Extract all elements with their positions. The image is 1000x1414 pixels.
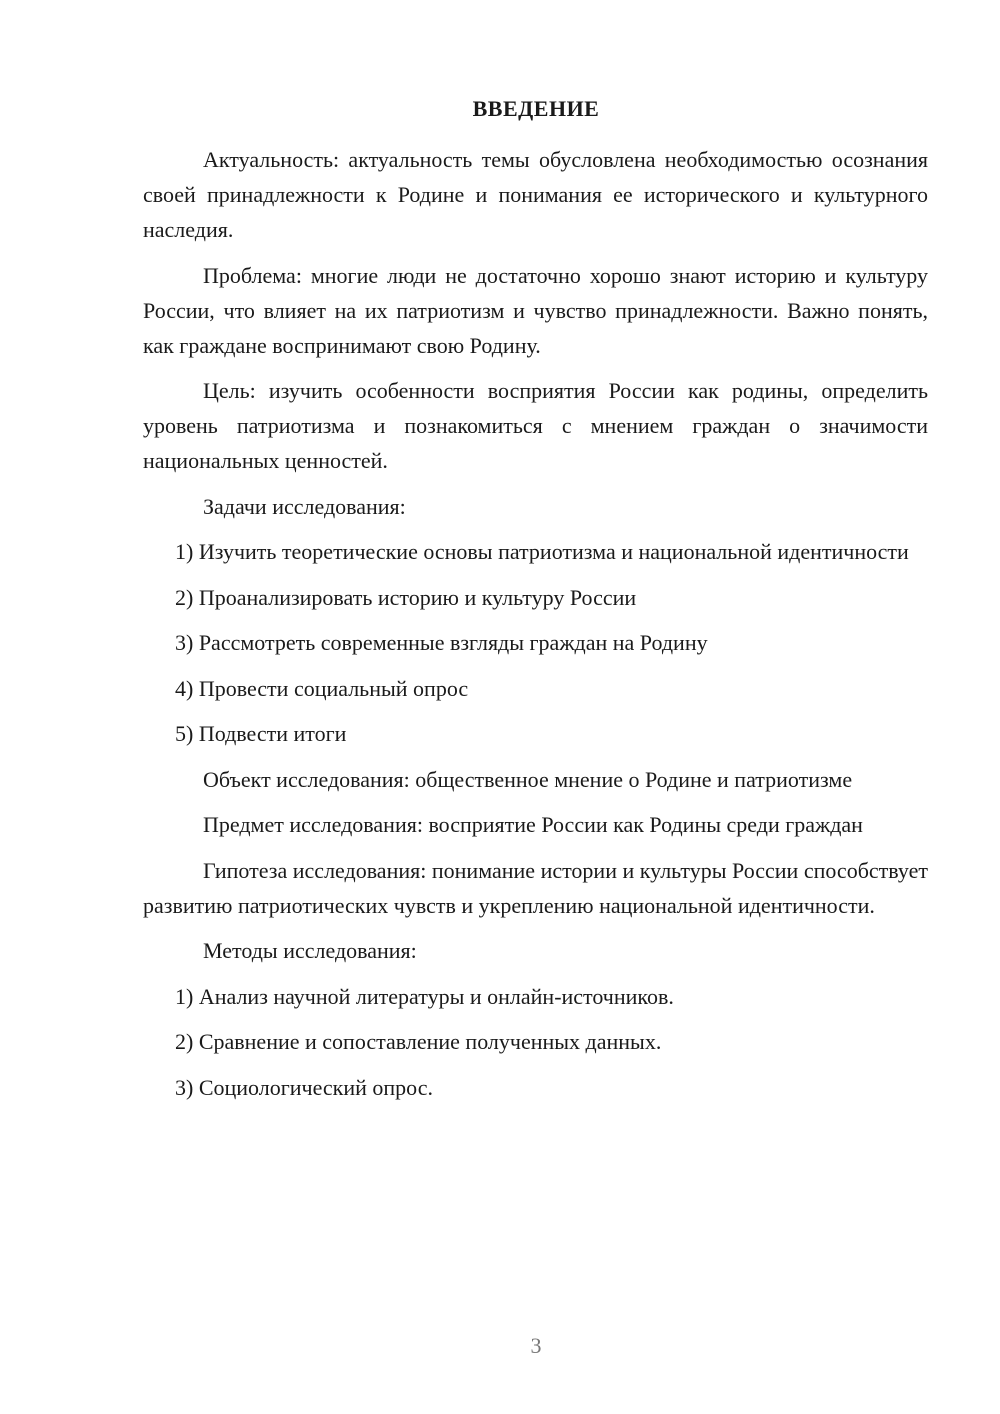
- paragraph-subject: Предмет исследования: восприятие России как Родины среди граждан: [203, 812, 863, 837]
- paragraph-relevance: Актуальность: актуальность темы обусловлена необходимостью осознания своей принадлежности к Родине и понимания ее исторического и культурного наследия.: [143, 147, 928, 242]
- paragraph-goal: Цель: изучить особенности восприятия России как родины, определить уровень патриотизма и познакомиться с мнением граждан о значимости национальных ценностей.: [143, 378, 928, 473]
- paragraph-hypothesis: Гипотеза исследования: понимание истории и культуры России способствует развитию патриотических чувств и укреплению национальной идентичности.: [143, 857, 928, 918]
- list-item-method-2: 2) Сравнение и сопоставление полученных данных.: [175, 1029, 662, 1054]
- list-item-task-4: 4) Провести социальный опрос: [175, 675, 469, 701]
- list-item-method-1: 1) Анализ научной литературы и онлайн-источников.: [175, 983, 674, 1009]
- paragraph-object: Объект исследования: общественное мнение о Родине и патриотизме: [203, 766, 853, 792]
- paragraph-methods-heading: Методы исследования:: [203, 938, 417, 963]
- page-number: 3: [530, 1333, 542, 1358]
- list-item-task-1: 1) Изучить теоретические основы патриотизма и национальной идентичности: [175, 539, 909, 564]
- page-title: ВВЕДЕНИЕ: [472, 96, 600, 121]
- list-item-method-3: 3) Социологический опрос.: [175, 1074, 433, 1100]
- paragraph-tasks-heading: Задачи исследования:: [203, 493, 406, 519]
- list-item-task-3: 3) Рассмотреть современные взгляды граждан на Родину: [175, 630, 708, 655]
- list-item-task-5: 5) Подвести итоги: [175, 721, 347, 746]
- list-item-task-2: 2) Проанализировать историю и культуру России: [175, 584, 637, 610]
- document-body: [143, 142, 928, 1115]
- paragraph-problem: Проблема: многие люди не достаточно хорошо знают историю и культуру России, что влияет на их патриотизм и чувство принадлежности. Важно понять, как граждане воспринимают свою Родину.: [143, 262, 928, 358]
